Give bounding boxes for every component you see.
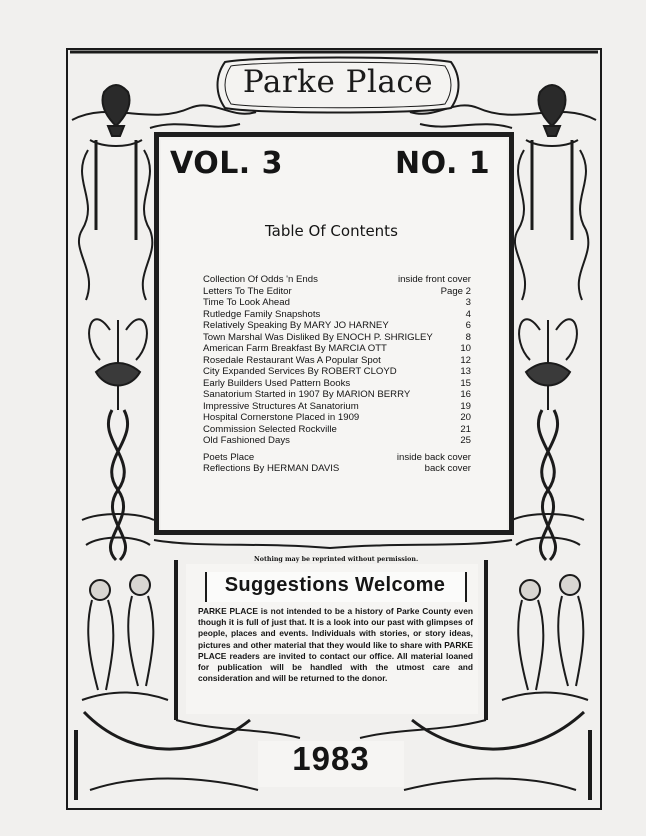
toc-item-title: Time To Look Ahead xyxy=(203,297,290,308)
toc-item-title: Town Marshal Was Disliked By ENOCH P. SHRIGLEY xyxy=(203,331,433,343)
toc-item-title: City Expanded Services By ROBERT CLOYD xyxy=(203,366,397,377)
toc-item-title: Early Builders Used Pattern Books xyxy=(203,377,351,389)
suggestions-body: PARKE PLACE is not intended to be a history of Parke County even though it is full of just that. It is a look into our past with glimpses of people, places and events. Individuals with stories, or story ideas, pictures and other material that they would like to share with PARKE PLACE readers are invited to contact our office. All material loaned for publication will be handled with the utmost care and consideration and will be returned to the donor. xyxy=(198,606,473,684)
toc-item-title: Reflections By HERMAN DAVIS xyxy=(203,463,340,474)
toc-item xyxy=(203,424,471,436)
toc-item xyxy=(203,297,471,309)
toc-item xyxy=(203,320,471,332)
toc-item-title: Impressive Structures At Sanatorium xyxy=(203,400,359,412)
toc-item-title: Poets Place xyxy=(203,451,255,463)
toc-item-page: inside back cover xyxy=(396,451,471,463)
table-of-contents xyxy=(203,274,471,475)
toc-item-page: Page 2 xyxy=(440,285,471,297)
right-cherubs-ornament xyxy=(502,575,588,700)
toc-item xyxy=(203,452,471,464)
toc-heading: Table Of Contents xyxy=(265,222,398,240)
toc-item xyxy=(203,286,471,298)
toc-item xyxy=(203,332,471,344)
toc-item-title: American Farm Breakfast By MARCIA OTT xyxy=(203,343,387,354)
toc-item xyxy=(203,274,471,286)
toc-item-page: 15 xyxy=(460,377,471,389)
toc-item xyxy=(203,463,471,475)
toc-item-page: 25 xyxy=(460,435,471,446)
toc-item-title: Old Fashioned Days xyxy=(203,435,290,446)
issue-number: NO. 1 xyxy=(395,146,491,181)
toc-item-title: Hospital Cornerstone Placed in 1909 xyxy=(203,412,360,423)
publication-title: Parke Place xyxy=(242,64,434,100)
toc-item-title: Relatively Speaking By MARY JO HARNEY xyxy=(203,320,389,331)
toc-item-page: 19 xyxy=(460,400,471,412)
toc-item-title: Letters To The Editor xyxy=(203,285,292,297)
toc-item xyxy=(203,309,471,321)
toc-item-page: back cover xyxy=(424,463,471,474)
toc-item-title: Commission Selected Rockville xyxy=(203,423,337,435)
toc-item xyxy=(203,366,471,378)
toc-item xyxy=(203,401,471,413)
toc-item-page: 8 xyxy=(465,331,471,343)
suggestions-title: Suggestions Welcome xyxy=(224,574,446,596)
toc-item-title: Rosedale Restaurant Was A Popular Spot xyxy=(203,354,381,366)
toc-item-page: 16 xyxy=(460,389,471,400)
toc-item xyxy=(203,389,471,401)
toc-item-page: 13 xyxy=(460,366,471,377)
toc-item-page: inside front cover xyxy=(397,274,471,285)
left-cherubs-ornament xyxy=(82,575,168,700)
toc-item-title: Sanatorium Started in 1907 By MARION BERRY xyxy=(203,389,411,400)
left-urn-ornament xyxy=(79,85,152,300)
right-column-ornament xyxy=(512,319,584,560)
toc-item-page: 6 xyxy=(465,320,471,331)
toc-item xyxy=(203,355,471,367)
toc-item-page: 20 xyxy=(460,412,471,423)
toc-item-title: Rutledge Family Snapshots xyxy=(203,308,321,320)
toc-item xyxy=(203,378,471,390)
toc-item-page: 3 xyxy=(465,297,471,308)
left-column-ornament xyxy=(82,319,154,560)
toc-item-title: Collection Of Odds 'n Ends xyxy=(203,274,318,285)
toc-item-page: 10 xyxy=(460,343,471,354)
volume-label: VOL. 3 xyxy=(170,146,284,181)
reprint-notice: Nothing may be reprinted without permission. xyxy=(254,556,419,563)
toc-item-page: 12 xyxy=(460,354,471,366)
toc-item-page: 4 xyxy=(465,308,471,320)
toc-item-page: 21 xyxy=(460,423,471,435)
toc-item xyxy=(203,412,471,424)
toc-item xyxy=(203,435,471,447)
publication-year: 1983 xyxy=(292,740,370,777)
toc-item xyxy=(203,343,471,355)
right-urn-ornament xyxy=(515,85,588,300)
